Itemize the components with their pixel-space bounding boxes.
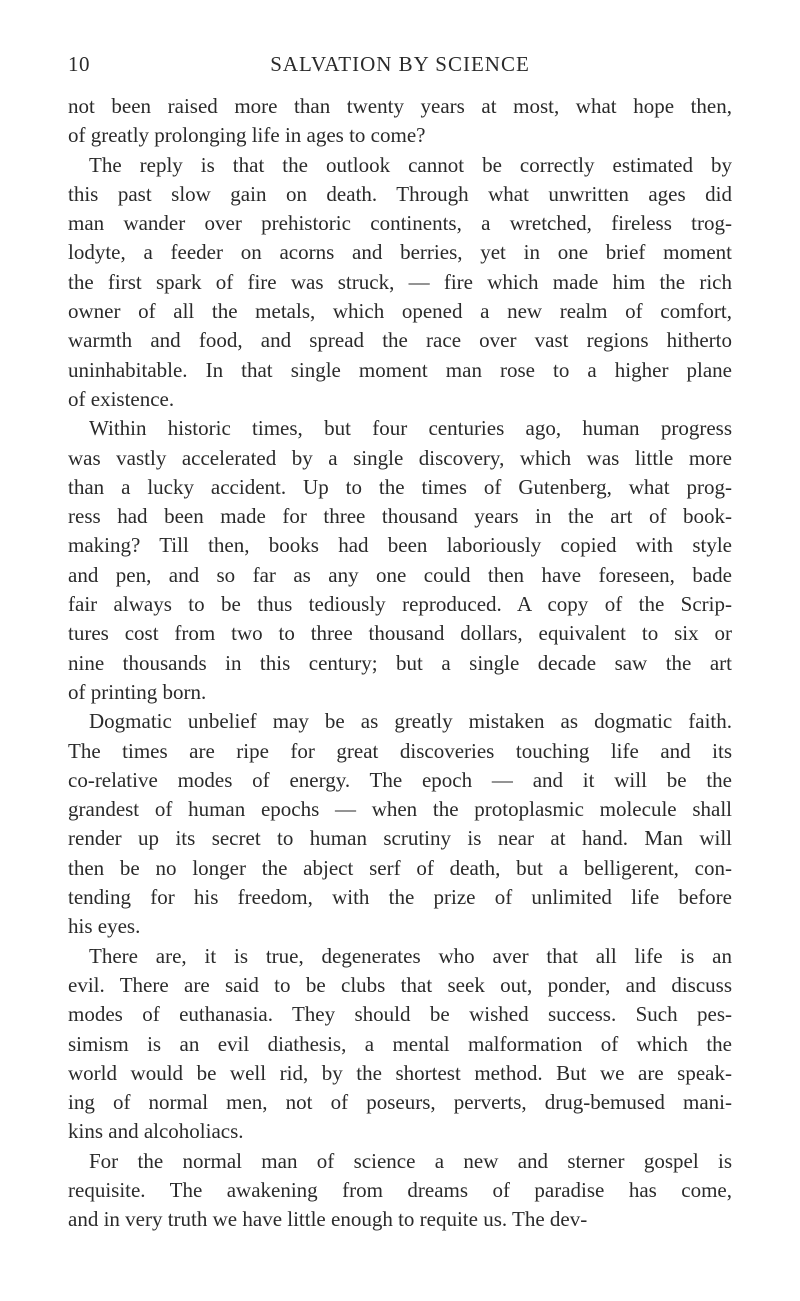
text-line: of greatly prolonging life in ages to come? (68, 123, 426, 148)
text-line: man wander over prehistoric continents, a wretched, fireless trog- (68, 211, 732, 236)
text-line: modes of euthanasia. They should be wished success. Such pes- (68, 1002, 732, 1027)
text-line: then be no longer the abject serf of death, but a belligerent, con- (68, 855, 732, 880)
text-line: fair always to be thus tediously reproduced. A copy of the Scrip- (68, 592, 732, 617)
text-line: of existence. (68, 386, 175, 411)
text-line: than a lucky accident. Up to the times of Gutenberg, what prog- (68, 474, 732, 499)
paragraph (68, 1147, 732, 1235)
text-line: evil. There are said to be clubs that seek out, ponder, and discuss (68, 972, 732, 997)
text-line: tending for his freedom, with the prize of unlimited life before (68, 885, 732, 910)
paragraph (68, 942, 732, 1147)
text-line: world would be well rid, by the shortest method. But we are speak- (68, 1060, 732, 1085)
running-title: SALVATION BY SCIENCE (270, 52, 530, 76)
text-line: For the normal man of science a new and sterner gospel is (89, 1148, 732, 1173)
text-line: this past slow gain on death. Through what unwritten ages did (68, 181, 732, 206)
text-line: There are, it is true, degenerates who aver that all life is an (89, 943, 732, 968)
text-line: ing of normal men, not of poseurs, perverts, drug-bemused mani- (68, 1090, 732, 1115)
paragraph (68, 414, 732, 707)
paragraph (68, 707, 732, 941)
text-line: Within historic times, but four centuries ago, human progress (89, 416, 732, 441)
text-line: ress had been made for three thousand years in the art of book- (68, 504, 732, 529)
text-line: and pen, and so far as any one could then have foreseen, bade (68, 562, 732, 587)
text-line: simism is an evil diathesis, a mental malformation of which the (68, 1031, 732, 1056)
text-line: of printing born. (68, 679, 207, 704)
text-line: nine thousands in this century; but a single decade saw the art (68, 650, 732, 675)
text-line: kins and alcoholiacs. (68, 1119, 244, 1144)
text-line: not been raised more than twenty years at most, what hope then, (68, 94, 732, 118)
text-line: owner of all the metals, which opened a new realm of comfort, (68, 299, 732, 324)
text-line: warmth and food, and spread the race over vast regions hitherto (68, 328, 732, 353)
running-head (68, 52, 732, 82)
text-line: and in very truth we have little enough to requite us. The dev- (68, 1207, 588, 1232)
text-line: co-relative modes of energy. The epoch — and it will be the (68, 767, 732, 792)
text-line: was vastly accelerated by a single discovery, which was little more (68, 445, 732, 470)
paragraph (68, 92, 732, 151)
body-text (68, 92, 732, 1235)
text-line: requisite. The awakening from dreams of paradise has come, (68, 1177, 732, 1202)
text-line: Dogmatic unbelief may be as greatly mistaken as dogmatic faith. (89, 709, 732, 734)
text-line: The reply is that the outlook cannot be correctly estimated by (89, 152, 732, 177)
text-line: grandest of human epochs — when the protoplasmic molecule shall (68, 797, 732, 822)
text-line: tures cost from two to three thousand dollars, equivalent to six or (68, 621, 732, 646)
text-line: render up its secret to human scrutiny is near at hand. Man will (68, 826, 732, 851)
text-line: the first spark of fire was struck, — fire which made him the rich (68, 269, 732, 294)
text-line: The times are ripe for great discoveries touching life and its (68, 738, 732, 763)
paragraph (68, 151, 732, 415)
page-number: 10 (68, 52, 90, 76)
text-line: his eyes. (68, 914, 141, 939)
text-line: uninhabitable. In that single moment man rose to a higher plane (68, 357, 732, 382)
text-line: lodyte, a feeder on acorns and berries, yet in one brief moment (68, 240, 732, 265)
text-line: making? Till then, books had been laboriously copied with style (68, 533, 732, 558)
